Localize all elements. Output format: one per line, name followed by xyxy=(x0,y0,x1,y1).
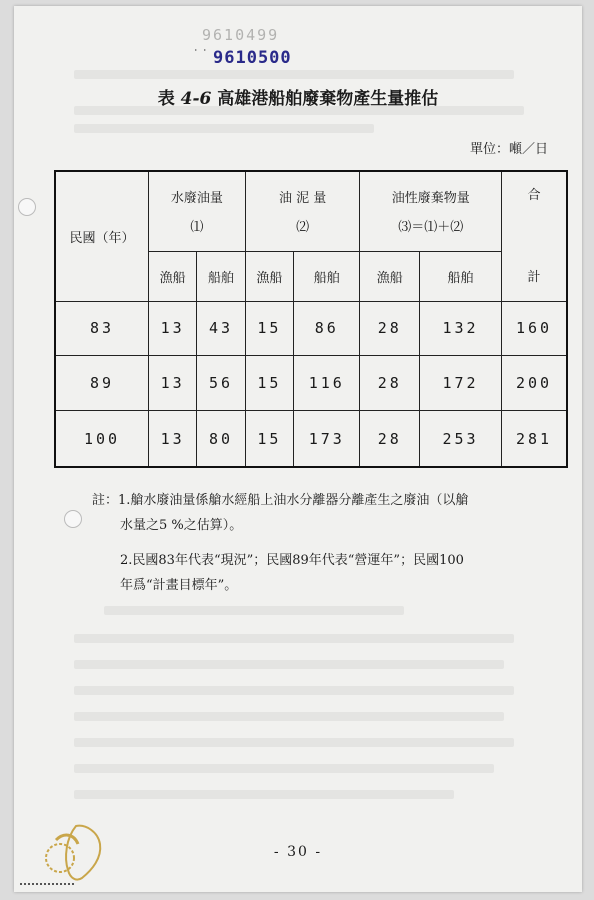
value-cell: 28 xyxy=(360,301,420,356)
table-row xyxy=(55,301,567,356)
note-2-line-1: 2.民國83年代表“現況”；民國89年代表“營運年”；民國100 xyxy=(120,553,464,568)
tick-marks: ‧ ‧ xyxy=(194,44,208,57)
total-cell: 160 xyxy=(502,301,568,356)
total-header-top: 合 xyxy=(502,171,568,251)
bleed-through-line xyxy=(74,70,514,79)
sub-header: 漁船 xyxy=(360,251,420,301)
value-cell: 43 xyxy=(197,301,245,356)
note-1-line-2: 水量之5 %之估算）。 xyxy=(120,518,243,533)
bleed-through-line xyxy=(74,660,504,669)
group-sub: ⑶＝⑴＋⑵ xyxy=(398,220,464,236)
total-cell: 281 xyxy=(502,411,568,467)
group-sub: ⑴ xyxy=(190,220,204,236)
value-cell: 28 xyxy=(360,356,420,411)
sub-header: 漁船 xyxy=(149,251,197,301)
year-cell: 89 xyxy=(55,356,149,411)
bleed-through-line xyxy=(74,738,514,747)
value-cell: 80 xyxy=(197,411,245,467)
year-header: 民國（年） xyxy=(55,171,149,301)
value-cell: 28 xyxy=(360,411,420,467)
value-cell: 13 xyxy=(149,411,197,467)
sub-header: 漁船 xyxy=(245,251,293,301)
binding-hole xyxy=(64,510,82,528)
page-number: - 30 - xyxy=(273,844,323,860)
table-label: 表 xyxy=(157,89,175,109)
total-cell: 200 xyxy=(502,356,568,411)
table-number: 4-6 xyxy=(180,89,212,109)
group-sub: ⑵ xyxy=(296,220,310,236)
sub-header: 船舶 xyxy=(420,251,502,301)
header-row xyxy=(55,171,567,251)
note-1-line-1: 註：1.艙水廢油量係艙水經船上油水分離器分離產生之廢油（以艙 xyxy=(92,493,469,508)
bleed-through-line xyxy=(74,686,514,695)
document-page xyxy=(14,6,582,892)
year-cell: 83 xyxy=(55,301,149,356)
note-2-line-2: 年爲“計畫目標年”。 xyxy=(120,578,238,593)
value-cell: 173 xyxy=(294,411,360,467)
total-header-bottom: 計 xyxy=(502,251,568,301)
sub-header: 船舶 xyxy=(197,251,245,301)
sub-header: 船舶 xyxy=(294,251,360,301)
group-label: 油性廢棄物量 xyxy=(391,191,470,207)
value-cell: 172 xyxy=(420,356,502,411)
table-notes xyxy=(92,488,572,598)
group-header-sludge xyxy=(245,171,360,251)
unit-label: 單位：噸／日 xyxy=(469,142,548,157)
value-cell: 13 xyxy=(149,356,197,411)
value-cell: 253 xyxy=(420,411,502,467)
group-label: 油 泥 量 xyxy=(278,191,327,207)
group-label: 水廢油量 xyxy=(170,191,223,207)
bleed-through-line xyxy=(74,712,504,721)
value-cell: 15 xyxy=(245,356,293,411)
table-row xyxy=(55,411,567,467)
value-cell: 13 xyxy=(149,301,197,356)
value-cell: 116 xyxy=(294,356,360,411)
bleed-through-line xyxy=(74,764,494,773)
value-cell: 86 xyxy=(294,301,360,356)
bleed-through-line xyxy=(74,634,514,643)
bleed-through-line xyxy=(74,124,374,133)
table-title xyxy=(14,84,582,109)
table-title-text: 高雄港船舶廢棄物產生量推估 xyxy=(217,89,439,109)
value-cell: 15 xyxy=(245,301,293,356)
table-row xyxy=(55,356,567,411)
value-cell: 132 xyxy=(420,301,502,356)
group-header-waste-oil xyxy=(149,171,246,251)
bleed-through-line xyxy=(74,790,454,799)
year-cell: 100 xyxy=(55,411,149,467)
bleed-through-line xyxy=(104,606,404,615)
stamp-number: 9610500 xyxy=(213,48,292,68)
binding-hole xyxy=(18,198,36,216)
faint-stamp-number: 9610499 xyxy=(202,26,280,44)
value-cell: 15 xyxy=(245,411,293,467)
group-header-oily-waste xyxy=(360,171,502,251)
value-cell: 56 xyxy=(197,356,245,411)
waste-estimate-table xyxy=(54,170,568,468)
